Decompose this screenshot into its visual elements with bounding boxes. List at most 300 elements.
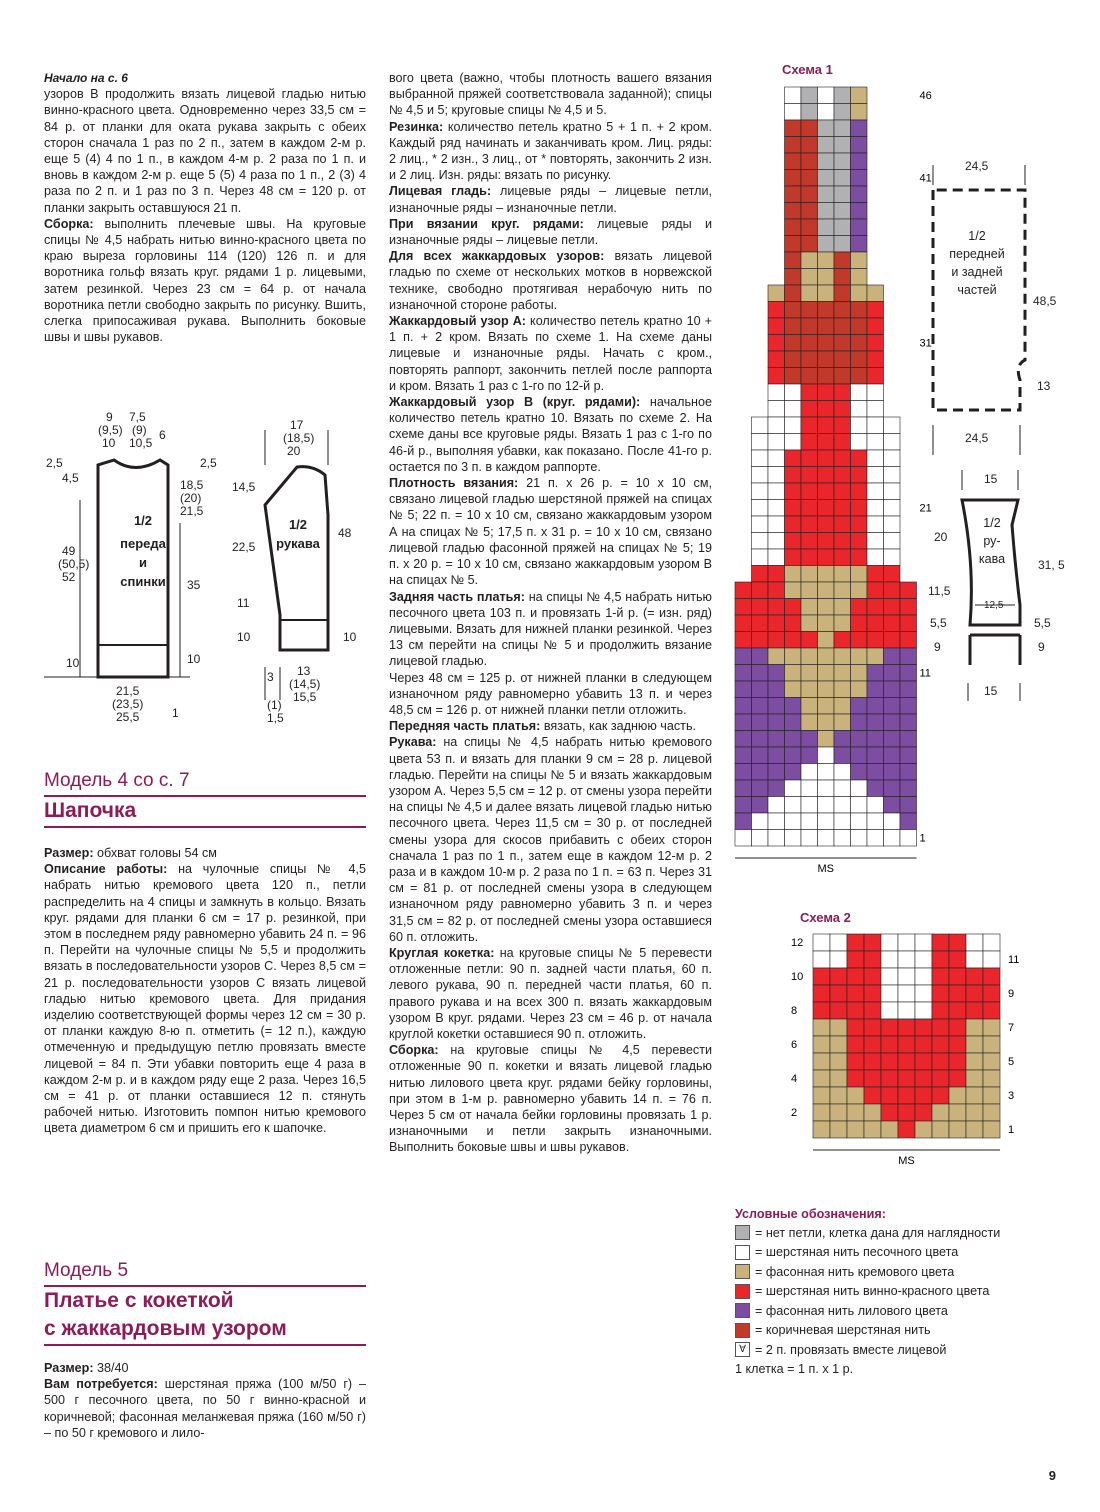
legend-swatch xyxy=(735,1284,750,1299)
grid-cell xyxy=(801,351,818,368)
grid-cell xyxy=(915,1036,932,1053)
grid-cell xyxy=(752,648,769,665)
grid-cell xyxy=(966,1053,983,1070)
grid-cell xyxy=(881,951,898,968)
grid-cell xyxy=(851,186,868,203)
paragraph-text: количество петель кратно 10 + 1 п. + 2 кром. Вязать по схеме 1. На схеме даны лицевые и изнаночные ряды. Начать с кром., повторять раппорт, закончить петлей после раппорта и кром. Вязать 1 раз с 1-го по 12-й р. xyxy=(389,314,712,393)
grid-cell xyxy=(818,665,835,682)
grid-cell xyxy=(851,714,868,731)
grid-cell xyxy=(801,269,818,286)
row-label: 5 xyxy=(1008,1056,1015,1068)
grid-cell xyxy=(932,1036,949,1053)
grid-cell xyxy=(818,186,835,203)
grid-cell xyxy=(867,467,884,484)
dim: 12,5 xyxy=(984,600,1004,611)
grid-cell xyxy=(915,951,932,968)
grid-cell xyxy=(900,698,917,715)
grid-cell xyxy=(932,951,949,968)
grid-cell xyxy=(768,351,785,368)
dim: 17 xyxy=(290,418,304,432)
grid-cell xyxy=(851,450,868,467)
grid-cell xyxy=(735,582,752,599)
row-label: 46 xyxy=(919,90,932,102)
legend-item xyxy=(735,1262,1075,1282)
grid-cell xyxy=(801,764,818,781)
piece-label: ру- xyxy=(983,534,1001,548)
grid-cell xyxy=(851,665,868,682)
continuation-note: Начало на с. 6 xyxy=(44,71,128,85)
grid-cell xyxy=(785,681,802,698)
paragraph xyxy=(389,119,712,184)
grid-cell xyxy=(752,483,769,500)
grid-cell xyxy=(915,985,932,1002)
legend-item xyxy=(735,1301,1075,1321)
grid-cell xyxy=(801,368,818,385)
grid-cell xyxy=(915,1019,932,1036)
grid-cell xyxy=(768,764,785,781)
paragraph xyxy=(389,313,712,394)
divider xyxy=(44,826,366,828)
grid-cell xyxy=(834,203,851,220)
grid-cell xyxy=(818,830,835,847)
paragraph xyxy=(389,394,712,475)
grid-cell xyxy=(768,681,785,698)
dim: 14,5 xyxy=(232,480,256,494)
grid-cell xyxy=(818,170,835,187)
grid-cell xyxy=(818,615,835,632)
label: Жаккардовый узор А: xyxy=(389,314,526,329)
grid-cell xyxy=(851,252,868,269)
label: Размер: xyxy=(44,1361,94,1375)
dim: 35 xyxy=(187,578,201,592)
grid-cell xyxy=(834,599,851,616)
grid-cell xyxy=(867,566,884,583)
grid-cell xyxy=(847,1087,864,1104)
paragraph-text: обхват головы 54 см xyxy=(93,846,217,860)
grid-cell xyxy=(851,285,868,302)
grid-cell xyxy=(851,500,868,517)
grid-cell xyxy=(867,698,884,715)
grid-cell xyxy=(785,186,802,203)
grid-cell xyxy=(818,533,835,550)
grid-cell xyxy=(851,566,868,583)
dim: (18,5) xyxy=(283,431,315,445)
row-label: 31 xyxy=(919,337,932,350)
legend xyxy=(735,1207,1075,1376)
grid-cell xyxy=(735,813,752,830)
piece-label: передней xyxy=(949,247,1005,261)
grid-cell xyxy=(801,318,818,335)
grid-cell xyxy=(949,1053,966,1070)
piece-label: 1/2 xyxy=(133,513,153,528)
schematic-sleeve xyxy=(920,465,1080,705)
grid-cell xyxy=(884,747,901,764)
grid-cell xyxy=(834,582,851,599)
grid-cell xyxy=(864,1019,881,1036)
grid-cell xyxy=(881,1019,898,1036)
piece-label: 1/2 xyxy=(968,229,986,243)
grid-cell xyxy=(966,1002,983,1019)
grid-cell xyxy=(785,483,802,500)
legend-swatch xyxy=(735,1323,750,1338)
grid-cell xyxy=(864,1053,881,1070)
grid-cell xyxy=(915,968,932,985)
grid-cell xyxy=(900,582,917,599)
grid-cell xyxy=(801,417,818,434)
scheme-1-title: Схема 1 xyxy=(782,62,833,77)
grid-cell xyxy=(752,764,769,781)
scheme-2-title: Схема 2 xyxy=(800,910,851,925)
grid-cell xyxy=(752,434,769,451)
grid-cell xyxy=(801,401,818,418)
grid-cell xyxy=(851,698,868,715)
dim: 10,5 xyxy=(129,436,153,450)
row-label: 12 xyxy=(791,937,804,949)
grid-cell xyxy=(932,1104,949,1121)
label: Сборка: xyxy=(389,1043,439,1058)
grid-cell xyxy=(851,533,868,550)
grid-cell xyxy=(768,285,785,302)
label: Круглая кокетка: xyxy=(389,945,495,960)
grid-cell xyxy=(735,665,752,682)
page-number: 9 xyxy=(1048,1468,1056,1483)
grid-cell xyxy=(834,302,851,319)
grid-cell xyxy=(851,747,868,764)
grid-cell xyxy=(785,269,802,286)
dim: 5,5 xyxy=(930,616,947,630)
row-label: 11 xyxy=(919,667,931,680)
grid-cell xyxy=(801,780,818,797)
grid-cell xyxy=(785,830,802,847)
grid-cell xyxy=(851,483,868,500)
grid-cell xyxy=(813,1036,830,1053)
dim: 5,5 xyxy=(1034,616,1051,630)
grid-cell xyxy=(898,985,915,1002)
grid-cell xyxy=(768,830,785,847)
grid-cell xyxy=(851,615,868,632)
grid-cell xyxy=(813,985,830,1002)
paragraph xyxy=(389,945,712,1042)
grid-cell xyxy=(813,1070,830,1087)
grid-cell xyxy=(830,951,847,968)
scheme-1-chart xyxy=(730,85,930,875)
grid-cell xyxy=(932,985,949,1002)
dim: 20 xyxy=(934,530,948,544)
grid-cell xyxy=(932,1087,949,1104)
grid-cell xyxy=(818,599,835,616)
label: Описание работы: xyxy=(44,862,168,877)
grid-cell xyxy=(966,968,983,985)
grid-cell xyxy=(884,764,901,781)
grid-cell xyxy=(864,1121,881,1138)
label: Резинка: xyxy=(389,119,444,134)
piece-label: переда xyxy=(120,536,166,551)
grid-cell xyxy=(884,516,901,533)
grid-cell xyxy=(818,417,835,434)
grid-cell xyxy=(966,934,983,951)
grid-cell xyxy=(864,1087,881,1104)
grid-cell xyxy=(867,830,884,847)
grid-cell xyxy=(785,764,802,781)
grid-cell xyxy=(801,252,818,269)
legend-text: = шерстяная нить песочного цвета xyxy=(755,1245,959,1260)
divider xyxy=(44,795,366,797)
dim: 2,5 xyxy=(200,456,217,470)
piece-label: частей xyxy=(957,283,997,297)
grid-cell xyxy=(801,698,818,715)
dim: 21,5 xyxy=(116,684,140,698)
grid-cell xyxy=(851,780,868,797)
grid-cell xyxy=(851,582,868,599)
model-title: Модель 5 xyxy=(44,1260,129,1281)
grid-cell xyxy=(949,968,966,985)
grid-cell xyxy=(752,797,769,814)
grid-cell xyxy=(818,137,835,154)
grid-cell xyxy=(881,1053,898,1070)
grid-cell xyxy=(847,968,864,985)
grid-cell xyxy=(867,434,884,451)
grid-cell xyxy=(864,951,881,968)
paragraph xyxy=(389,183,712,215)
grid-cell xyxy=(735,797,752,814)
dim: 3 xyxy=(267,670,274,684)
grid-cell xyxy=(867,533,884,550)
grid-cell xyxy=(864,968,881,985)
grid-cell xyxy=(768,714,785,731)
grid-cell xyxy=(900,747,917,764)
grid-cell xyxy=(768,648,785,665)
grid-cell xyxy=(834,698,851,715)
grid-cell xyxy=(898,1121,915,1138)
grid-cell xyxy=(983,1121,1000,1138)
grid-cell xyxy=(785,566,802,583)
grid-cell xyxy=(867,665,884,682)
model-name: с жаккардовым узором xyxy=(44,1317,287,1340)
grid-cell xyxy=(900,632,917,649)
grid-cell xyxy=(813,1053,830,1070)
grid-cell xyxy=(983,1036,1000,1053)
grid-cell xyxy=(735,731,752,748)
divider xyxy=(44,1344,366,1346)
grid-cell xyxy=(818,318,835,335)
label: Плотность вязания: xyxy=(389,476,519,491)
grid-cell xyxy=(847,1121,864,1138)
model-name: Шапочка xyxy=(44,799,137,822)
grid-cell xyxy=(834,153,851,170)
dim: 6 xyxy=(159,428,166,442)
grid-cell xyxy=(785,599,802,616)
paragraph: узоров В продолжить вязать лицевой гладью нитью винно-красного цвета. Одновременно через 33,5 см = 84 р. от планки для оката рукава закрыть с обеих сторон сначала 1 раз по 2 п., затем в каждом 2-м р. еще 5 (4) 4 по 1 п., в каждом 4-м р. 2 раза по 1 п. и вновь в каждом 2-м р. еще 5 (5) 4 раза по 1 п., 2 (3) 4 раза по 2 п. и 1 раз по 3 п. Через 48 см = 120 р. от планки закрыть оставшуюся 21 п. xyxy=(44,87,366,215)
grid-cell xyxy=(966,951,983,968)
grid-cell xyxy=(818,153,835,170)
grid-cell xyxy=(867,318,884,335)
grid-cell xyxy=(867,681,884,698)
grid-cell xyxy=(834,351,851,368)
grid-cell xyxy=(867,516,884,533)
model-5-text xyxy=(44,1360,366,1441)
row-label: 4 xyxy=(791,1073,798,1085)
grid-cell xyxy=(801,137,818,154)
grid-cell xyxy=(752,830,769,847)
grid-cell xyxy=(801,170,818,187)
grid-cell xyxy=(915,1104,932,1121)
grid-cell xyxy=(768,318,785,335)
dim: 31, 5 xyxy=(1038,558,1065,572)
grid-cell xyxy=(932,1070,949,1087)
grid-cell xyxy=(867,417,884,434)
grid-cell xyxy=(847,1002,864,1019)
row-label: 9 xyxy=(1008,988,1015,1000)
grid-cell xyxy=(735,830,752,847)
paragraph xyxy=(389,216,712,248)
grid-cell xyxy=(735,780,752,797)
grid-cell xyxy=(818,747,835,764)
grid-cell xyxy=(801,549,818,566)
grid-cell xyxy=(851,467,868,484)
grid-cell xyxy=(752,566,769,583)
legend-items xyxy=(735,1223,1075,1360)
grid-cell xyxy=(881,1121,898,1138)
grid-cell xyxy=(801,516,818,533)
grid-cell xyxy=(834,219,851,236)
grid-cell xyxy=(834,566,851,583)
grid-cell xyxy=(915,1087,932,1104)
row-label: 1 xyxy=(1008,1124,1015,1136)
grid-cell xyxy=(900,681,917,698)
grid-cell xyxy=(752,780,769,797)
paragraph-text: 21 п. х 26 р. = 10 х 10 см, связано лицевой гладью шерстяной пряжей на спицах № 5; 22 п. = 10 х 10 см, связано жаккардовым узором А на спицах № 5; 17,5 п. х 31 р. = 10 х 10 см, связано лицевой гладью фасонной пряжей на спицах № 5; 19 п. х 20 р. = 10 х 10 см, связано жаккардовым узором В на спицах № 5. xyxy=(389,476,712,588)
grid-cell xyxy=(867,714,884,731)
grid-cell xyxy=(801,582,818,599)
paragraph-text: 38/40 xyxy=(93,1361,129,1375)
grid-cell xyxy=(768,731,785,748)
paragraph xyxy=(389,734,712,945)
grid-cell xyxy=(768,747,785,764)
grid-cell xyxy=(847,934,864,951)
grid-cell xyxy=(864,985,881,1002)
grid-cell xyxy=(949,1019,966,1036)
grid-cell xyxy=(983,1002,1000,1019)
piece-label: рукава xyxy=(276,536,320,551)
row-label: 8 xyxy=(791,1005,798,1017)
schematic-body xyxy=(905,80,1075,460)
grid-cell xyxy=(813,1087,830,1104)
grid-cell xyxy=(813,1121,830,1138)
grid-cell xyxy=(867,368,884,385)
grid-cell xyxy=(900,731,917,748)
grid-cell xyxy=(813,1104,830,1121)
grid-cell xyxy=(949,1070,966,1087)
dim: 11,5 xyxy=(928,584,951,598)
dim: 15 xyxy=(984,472,998,486)
grid-cell xyxy=(898,1019,915,1036)
grid-cell xyxy=(834,747,851,764)
grid-cell xyxy=(898,968,915,985)
label: Для всех жаккардовых узоров: xyxy=(389,249,605,264)
grid-cell xyxy=(900,797,917,814)
grid-cell xyxy=(818,401,835,418)
label: Вам потребуется: xyxy=(44,1377,158,1392)
legend-item xyxy=(735,1321,1075,1341)
grid-cell xyxy=(983,1019,1000,1036)
grid-cell xyxy=(752,533,769,550)
grid-cell xyxy=(785,615,802,632)
row-label: 6 xyxy=(791,1039,798,1051)
piece-label: 1/2 xyxy=(983,516,1001,530)
legend-item xyxy=(735,1223,1075,1243)
grid-cell xyxy=(752,632,769,649)
legend-item xyxy=(735,1340,1075,1360)
grid-cell xyxy=(884,731,901,748)
grid-cell xyxy=(785,153,802,170)
grid-cell xyxy=(851,104,868,121)
grid-cell xyxy=(818,219,835,236)
grid-cell xyxy=(752,731,769,748)
grid-cell xyxy=(851,731,868,748)
row-label: 11 xyxy=(1008,954,1020,966)
grid-cell xyxy=(834,467,851,484)
divider xyxy=(44,1285,366,1287)
grid-cell xyxy=(834,500,851,517)
paragraph-text: на спицы № 4,5 набрать нитью кремового цвета 53 п. и вязать для планки 9 см = 28 р. лицевой гладью. Перейти на спицы № 5 и вязать жаккардовым узором А. Через 5,5 см = 12 р. от смены узора перейти на спицы № 4,5 и далее вязать лицевой гладью нитью песочного цвета. Через 11,5 см = 30 р. от последней смены узора для скосов прибавить с обеих сторон сначала 1 раз по 1 п., затем еще в каждом 12-м р. 2 раза и в каждом 10-м р. 2 раза по 1 п. = 63 п. Через 31 см = 81 р. от последней смены узора в следующем изнаночном ряду равномерно убавить 3 п. и через 31,5 см = 82 р. от последней смены узора оставшиеся 60 п. отложить. xyxy=(389,735,712,944)
grid-cell xyxy=(785,302,802,319)
grid-cell xyxy=(983,968,1000,985)
grid-cell xyxy=(818,434,835,451)
grid-cell xyxy=(801,813,818,830)
grid-cell xyxy=(735,599,752,616)
grid-cell xyxy=(847,1053,864,1070)
grid-cell xyxy=(834,648,851,665)
label: Лицевая гладь: xyxy=(389,184,492,199)
grid-cell xyxy=(818,384,835,401)
grid-cell xyxy=(949,1104,966,1121)
grid-cell xyxy=(851,632,868,649)
grid-cell xyxy=(801,830,818,847)
paragraph xyxy=(389,670,712,719)
dim: 20 xyxy=(287,444,301,458)
grid-cell xyxy=(830,1036,847,1053)
grid-cell xyxy=(881,968,898,985)
grid-cell xyxy=(752,417,769,434)
grid-cell xyxy=(830,934,847,951)
grid-cell xyxy=(834,615,851,632)
grid-cell xyxy=(785,648,802,665)
grid-cell xyxy=(834,632,851,649)
grid-cell xyxy=(915,934,932,951)
legend-item xyxy=(735,1243,1075,1263)
grid-cell xyxy=(900,764,917,781)
grid-cell xyxy=(834,401,851,418)
grid-cell xyxy=(818,450,835,467)
grid-cell xyxy=(867,615,884,632)
grid-cell xyxy=(830,985,847,1002)
grid-cell xyxy=(813,1019,830,1036)
grid-cell xyxy=(834,170,851,187)
legend-swatch xyxy=(735,1264,750,1279)
grid-cell xyxy=(768,483,785,500)
grid-cell xyxy=(834,665,851,682)
grid-cell xyxy=(847,951,864,968)
grid-cell xyxy=(966,1087,983,1104)
grid-cell xyxy=(834,681,851,698)
grid-cell xyxy=(834,285,851,302)
grid-cell xyxy=(768,417,785,434)
grid-cell xyxy=(818,252,835,269)
legend-swatch xyxy=(735,1245,750,1260)
grid-cell xyxy=(785,120,802,137)
grid-cell xyxy=(801,434,818,451)
row-label: 1 xyxy=(919,832,926,845)
